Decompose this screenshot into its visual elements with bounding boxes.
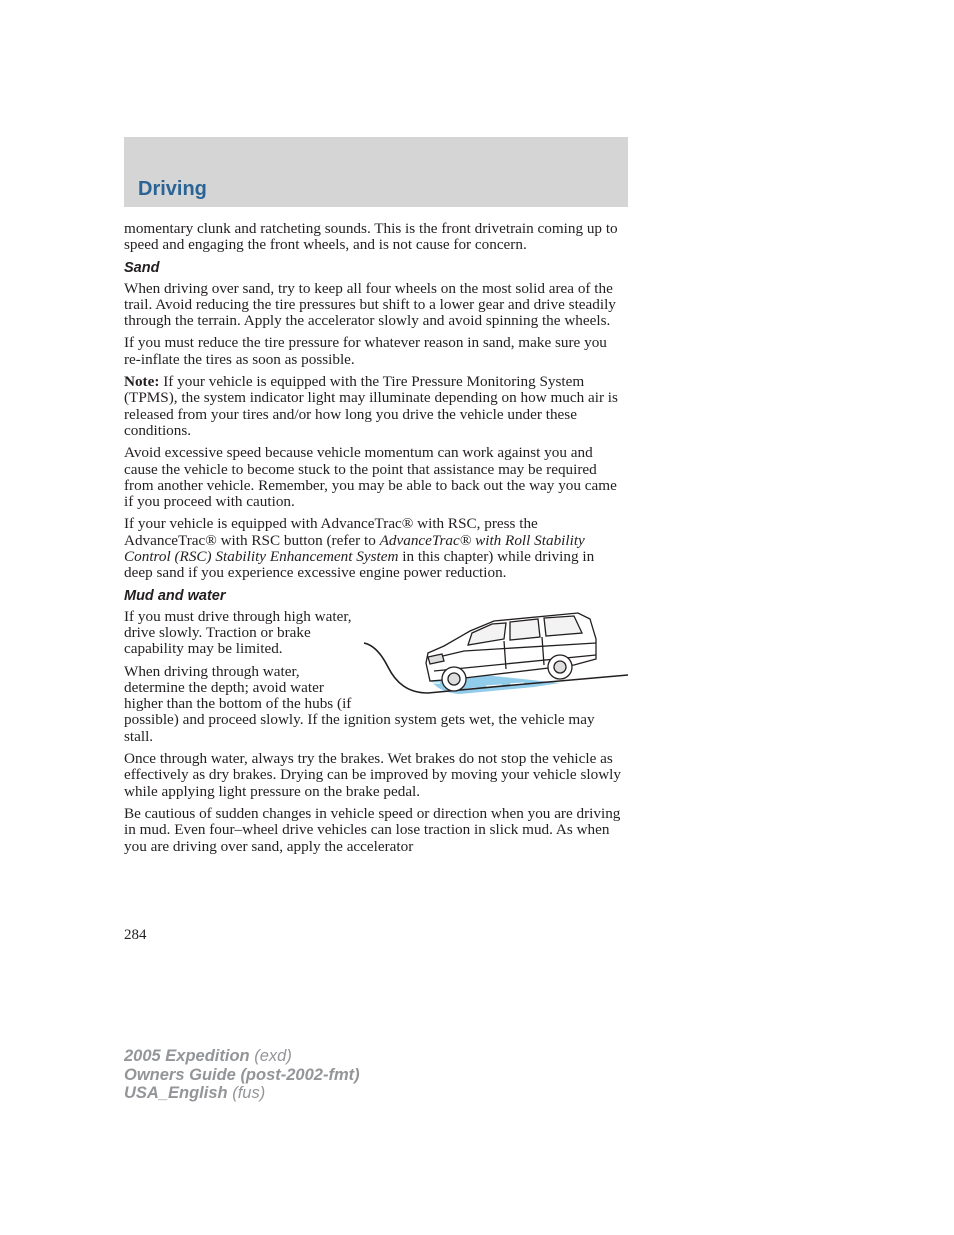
mud-paragraph-2: When driving through water, determine the depth; avoid water higher than the bottom of the hubs (if possible) and proceed slowly. If the ignition system gets wet, the vehicle may stall. <box>124 662 595 745</box>
mud-water-heading: Mud and water <box>124 587 226 604</box>
mud-paragraph-3: Once through water, always try the brakes. Wet brakes do not stop the vehicle as effectively as dry brakes. Drying can be improved by moving your vehicle slowly while applying light pressure on the brake pedal. <box>124 750 621 800</box>
footer-line-3: USA_English (fus) <box>124 1084 266 1102</box>
sand-heading: Sand <box>124 259 160 276</box>
page-number: 284 <box>124 927 147 943</box>
document-footer <box>124 1047 360 1103</box>
advancetrac-reference: AdvanceTrac® with Roll Stability Control (RSC) Stability Enhancement System <box>124 531 585 566</box>
page-content <box>124 221 622 861</box>
sand-paragraph-3: Avoid excessive speed because vehicle momentum can work against you and cause the vehicle to become stuck to the point that assistance may be required from another vehicle. Remember, you may be able to back out the way you came if you proceed with caution. <box>124 444 617 511</box>
advancetrac-text-b: in this chapter) while driving in deep sand if you experience excessive engine power reduction. <box>124 548 595 582</box>
sand-paragraph-2: If you must reduce the tire pressure for whatever reason in sand, make sure you re-inflate the tires as soon as possible. <box>124 334 607 368</box>
intro-paragraph: momentary clunk and ratcheting sounds. This is the front drivetrain coming up to speed and engaging the front wheels, and is not cause for concern. <box>124 220 618 254</box>
suv-water-figure <box>364 609 628 709</box>
advancetrac-text-a: If your vehicle is equipped with AdvanceTrac® with RSC, press the AdvanceTrac® with RSC button (refer to <box>124 515 538 549</box>
note-label: Note: <box>124 373 160 391</box>
sand-note <box>124 374 622 439</box>
mud-paragraph-4: Be cautious of sudden changes in vehicle speed or direction when you are driving in mud. Even four–wheel drive vehicles can lose traction in slick mud. As when you are driving over sand, apply the accelerator <box>124 804 621 855</box>
footer-line-1: 2005 Expedition (exd) <box>124 1047 292 1065</box>
sand-paragraph-1: When driving over sand, try to keep all four wheels on the most solid area of the trail. Avoid reducing the tire pressures but shift to a lower gear and drive steadily through the terrain. Apply the accelerator slowly and avoid spinning the wheels. <box>124 279 616 330</box>
section-title: Driving <box>138 178 207 200</box>
mud-paragraph-1: If you must drive through high water, drive slowly. Traction or brake capability may be limited. <box>124 607 352 658</box>
sand-paragraph-4 <box>124 516 622 581</box>
note-text: If your vehicle is equipped with the Tire Pressure Monitoring System (TPMS), the system indicator light may illuminate depending on how much air is released from your tires and/or how long you drive the vehicle under these conditions. <box>124 373 618 439</box>
footer-line-2: Owners Guide (post-2002-fmt) <box>124 1065 360 1084</box>
suv-driving-through-water-illustration <box>364 609 628 709</box>
